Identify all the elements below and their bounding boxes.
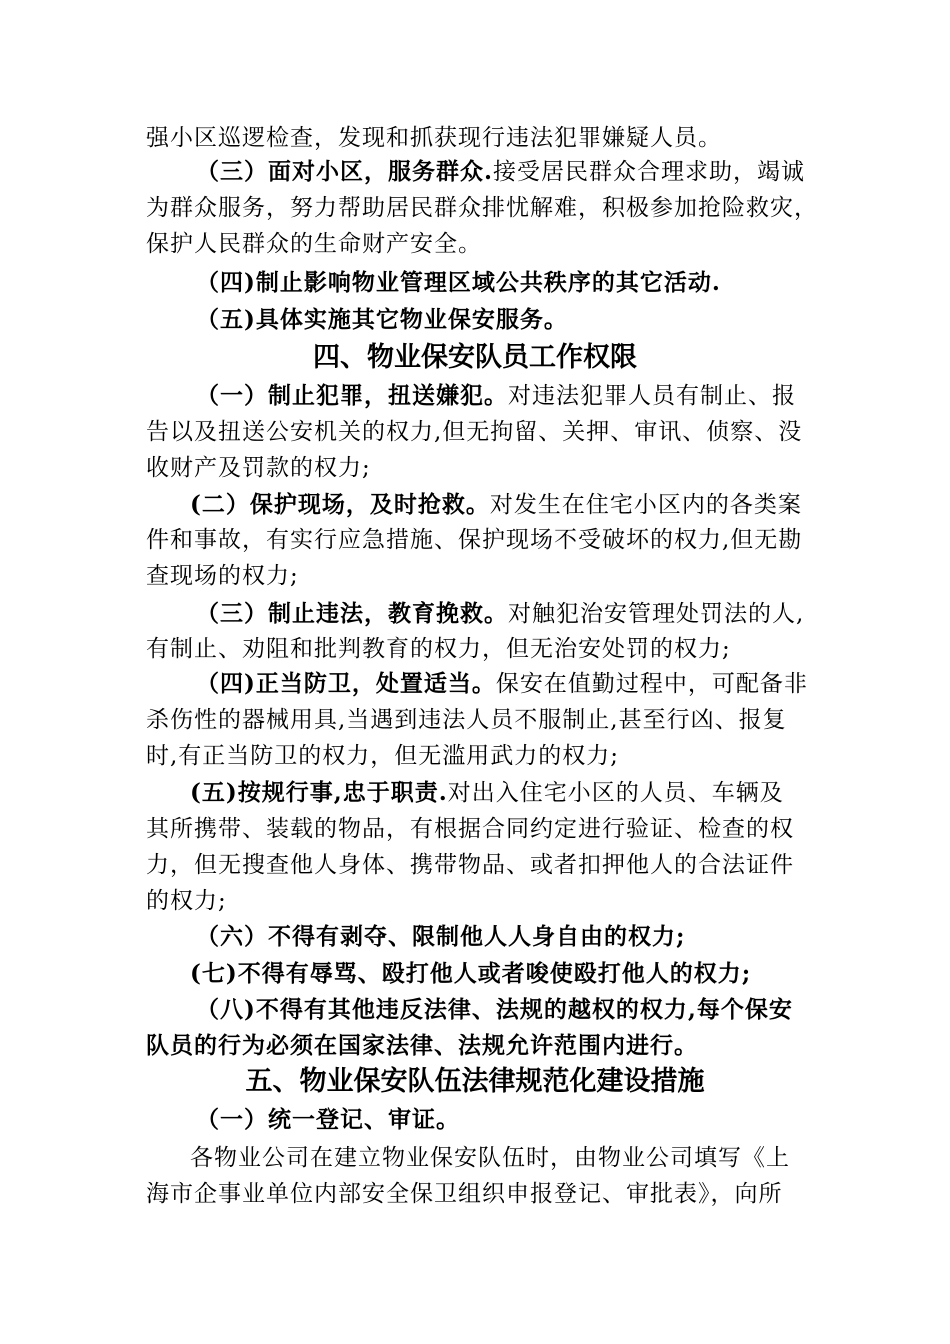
text-line: 力，但无搜查他人身体、携带物品、或者扣押他人的合法证件	[146, 852, 794, 878]
paragraph-heading: （四)正当防卫，处置适当。	[196, 670, 496, 697]
text-line: 的权力;	[146, 888, 227, 914]
text-line: 为群众服务，努力帮助居民群众排忧解难，积极参加抢险救灾，	[146, 195, 818, 221]
section-heading: 四、物业保安队员工作权限	[313, 342, 637, 373]
paragraph-4	[196, 666, 856, 702]
paragraph-heading: (五)按规行事,忠于职责.	[190, 779, 448, 806]
list-item-3	[196, 154, 856, 190]
paragraph-text: 保安在值勤过程中，可配备非	[495, 671, 808, 697]
text-line: 海市企事业单位内部安全保卫组织申报登记、审批表》，向所	[146, 1181, 783, 1207]
item-text: 接受居民群众合理求助，竭诚	[493, 159, 806, 185]
paragraph-1	[196, 378, 856, 414]
item-heading: （三）面对小区，服务群众.	[196, 158, 494, 185]
paragraph-8: （八)不得有其他违反法律、法规的越权的权力,每个保安	[196, 996, 793, 1023]
text-line: 告以及扭送公安机关的权力,但无拘留、关押、审讯、侦察、没	[146, 419, 803, 445]
paragraph-heading: (二）保护现场，及时抢救。	[190, 491, 490, 518]
paragraph-heading: （三）制止违法，教育挽救。	[196, 600, 508, 627]
text-line: 查现场的权力;	[146, 563, 299, 589]
text-line: 强小区巡逻检查，发现和抓获现行违法犯罪嫌疑人员。	[146, 125, 722, 151]
paragraph-5	[190, 775, 850, 811]
text-line: 其所携带、装载的物品，有根据合同约定进行验证、检查的权	[146, 816, 794, 842]
text-line: 收财产及罚款的权力;	[146, 455, 371, 481]
text-line: 保护人民群众的生命财产安全。	[146, 231, 482, 257]
text-line: 件和事故，有实行应急措施、保护现场不受破坏的权力,但无勘	[146, 527, 803, 553]
paragraph-heading: （一）制止犯罪，扭送嫌犯。	[196, 382, 508, 409]
paragraph-6: （六）不得有剥夺、限制他人人身自由的权力;	[196, 923, 686, 950]
text-line: 队员的行为必须在国家法律、法规允许范围内进行。	[146, 1032, 698, 1059]
text-line: 有制止、劝阻和批判教育的权力，但无治安处罚的权力;	[146, 636, 731, 662]
subsection-heading: （一）统一登记、审证。	[196, 1106, 460, 1133]
text-line: 杀伤性的器械用具,当遇到违法人员不服制止,甚至行凶、报复	[146, 707, 787, 733]
paragraph-7: (七)不得有辱骂、殴打他人或者唆使殴打他人的权力;	[190, 960, 752, 987]
text-line: 时,有正当防卫的权力，但无滥用武力的权力;	[146, 743, 620, 769]
list-item-4: （四)制止影响物业管理区域公共秩序的其它活动.	[196, 269, 721, 296]
paragraph-3	[196, 596, 856, 632]
paragraph-text: 对触犯治安管理处罚法的人,	[508, 601, 805, 627]
paragraph-text: 对出入住宅小区的人员、车辆及	[447, 780, 784, 806]
paragraph-2	[190, 487, 850, 523]
list-item-5: （五)具体实施其它物业保安服务。	[196, 306, 568, 333]
paragraph-text: 对违法犯罪人员有制止、报	[508, 383, 796, 409]
section-heading: 五、物业保安队伍法律规范化建设措施	[245, 1066, 705, 1097]
paragraph-text: 对发生在住宅小区内的各类案	[489, 492, 802, 518]
text-line: 各物业公司在建立物业保安队伍时，由物业公司填写《上	[190, 1145, 790, 1171]
